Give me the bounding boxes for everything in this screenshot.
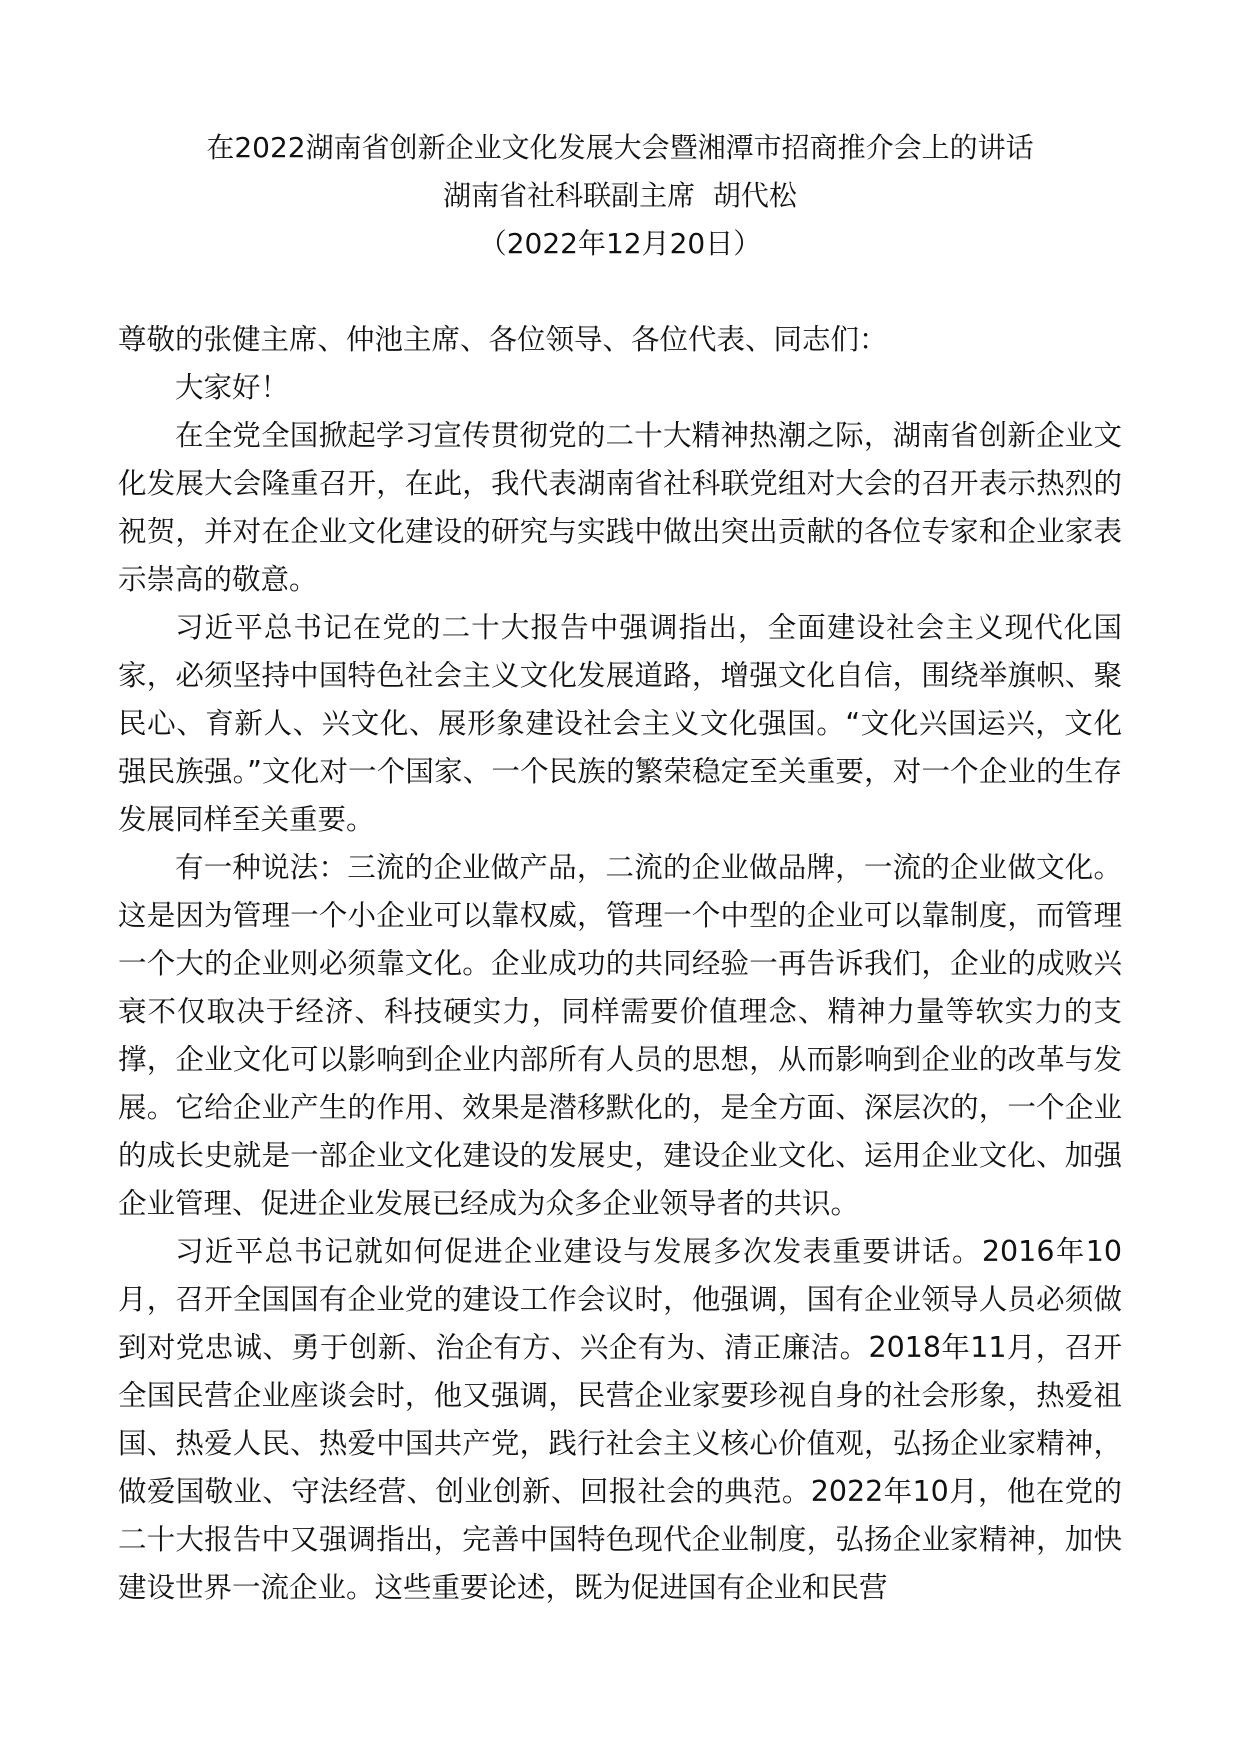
- speech-date: （2022年12月20日）: [478, 227, 762, 260]
- speech-title: 在2022湖南省创新企业文化发展大会暨湘潭市招商推介会上的讲话: [206, 131, 1034, 164]
- speaker-line: 湖南省社科联副主席 胡代松: [443, 179, 797, 212]
- paragraph-cultural-confidence: 习近平总书记在党的二十大报告中强调指出，全面建设社会主义现代化国家，必须坚持中国特色社会主义文化发展道路，增强文化自信，围绕举旗帜、聚民心、育新人、兴文化、展形象建设社会主义文化强国。“文化兴国运兴，文化强民族强。”文化对一个国家、一个民族的繁荣稳定至关重要，对一个企业的生存发展同样至关重要。: [118, 611, 1122, 836]
- document-body: [118, 316, 1122, 1612]
- salutation: 尊敬的张健主席、仲池主席、各位领导、各位代表、同志们：: [118, 323, 888, 356]
- paragraph-enterprise-culture: 有一种说法：三流的企业做产品，二流的企业做品牌，一流的企业做文化。这是因为管理一个小企业可以靠权威，管理一个中型的企业可以靠制度，而管理一个大的企业则必须靠文化。企业成功的共同经验一再告诉我们，企业的成败兴衰不仅取决于经济、科技硬实力，同样需要价值理念、精神力量等软实力的支撑，企业文化可以影响到企业内部所有人员的思想，从而影响到企业的改革与发展。它给企业产生的作用、效果是潜移默化的，是全方面、深层次的，一个企业的成长史就是一部企业文化建设的发展史，建设企业文化、运用企业文化、加强企业管理、促进企业发展已经成为众多企业领导者的共识。: [118, 851, 1122, 1220]
- paragraph-important-speeches: 习近平总书记就如何促进企业建设与发展多次发表重要讲话。2016年10月，召开全国国有企业党的建设工作会议时，他强调，国有企业领导人员必须做到对党忠诚、勇于创新、治企有方、兴企有为、清正廉洁。2018年11月，召开全国民营企业座谈会时，他又强调，民营企业家要珍视自身的社会形象，热爱祖国、热爱人民、热爱中国共产党，践行社会主义核心价值观，弘扬企业家精神，做爱国敬业、守法经营、创业创新、回报社会的典范。2022年10月，他在党的二十大报告中又强调指出，完善中国特色现代企业制度，弘扬企业家精神，加快建设世界一流企业。这些重要论述，既为促进国有企业和民营: [118, 1235, 1122, 1604]
- paragraph-opening: 在全党全国掀起学习宣传贯彻党的二十大精神热潮之际，湖南省创新企业文化发展大会隆重召开，在此，我代表湖南省社科联党组对大会的召开表示热烈的祝贺，并对在企业文化建设的研究与实践中做出突出贡献的各位专家和企业家表示崇高的敬意。: [118, 419, 1122, 596]
- document-header: [0, 124, 1240, 268]
- paragraph-greeting: 大家好！: [175, 371, 290, 404]
